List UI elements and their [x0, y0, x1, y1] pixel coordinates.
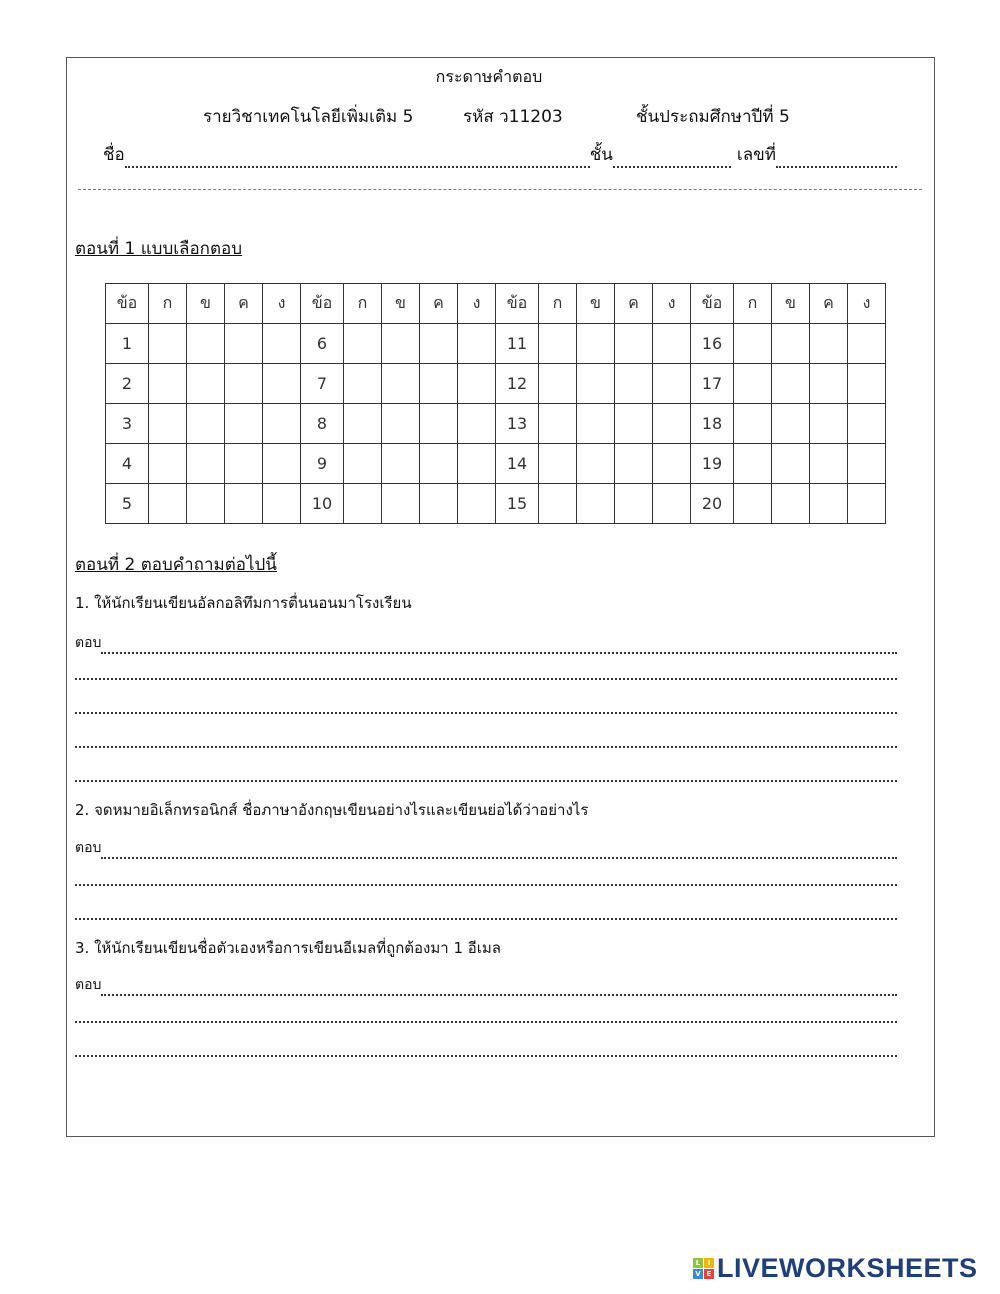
answer-cell[interactable] [810, 484, 848, 524]
answer-cell[interactable] [382, 444, 420, 484]
answer-cell[interactable] [615, 484, 653, 524]
answer-cell[interactable] [458, 364, 496, 404]
answer-cell[interactable] [539, 364, 577, 404]
answer-cell[interactable] [577, 484, 615, 524]
sheet-title: กระดาษคำตอบ [435, 67, 543, 86]
answer-dots[interactable] [75, 906, 897, 920]
header-choice: ง [848, 284, 886, 324]
answer-cell[interactable] [615, 444, 653, 484]
item-number: 16 [691, 324, 734, 364]
answer-cell[interactable] [577, 364, 615, 404]
answer-dots[interactable] [75, 700, 897, 714]
answer-cell[interactable] [772, 404, 810, 444]
grid-row [106, 364, 886, 404]
answer-cell[interactable] [149, 404, 187, 444]
answer-cell[interactable] [734, 404, 772, 444]
answer-cell[interactable] [225, 324, 263, 364]
item-number: 4 [106, 444, 149, 484]
student-info-row [103, 141, 897, 168]
liveworksheets-logo [693, 1253, 978, 1284]
header-choice: ข [187, 284, 225, 324]
answer-cell[interactable] [615, 404, 653, 444]
answer-cell[interactable] [577, 404, 615, 444]
answer-dots[interactable] [101, 982, 897, 996]
answer-cell[interactable] [382, 404, 420, 444]
answer-cell[interactable] [848, 364, 886, 404]
grid-row [106, 484, 886, 524]
item-number: 10 [301, 484, 344, 524]
subject-name: รายวิชาเทคโนโลยีเพิ่มเติม 5 [203, 107, 414, 127]
answer-line[interactable] [75, 632, 897, 654]
answer-cell[interactable] [344, 404, 382, 444]
answer-cell[interactable] [263, 444, 301, 484]
answer-cell[interactable] [810, 364, 848, 404]
answer-line[interactable] [75, 666, 897, 680]
answer-dots[interactable] [101, 845, 897, 859]
item-number: 6 [301, 324, 344, 364]
item-number: 3 [106, 404, 149, 444]
answer-line[interactable] [75, 974, 897, 996]
answer-cell[interactable] [539, 444, 577, 484]
answer-cell[interactable] [653, 324, 691, 364]
answer-cell[interactable] [848, 404, 886, 444]
header-choice: ค [810, 284, 848, 324]
answer-cell[interactable] [225, 364, 263, 404]
grid-row [106, 404, 886, 444]
answer-line[interactable] [75, 1043, 897, 1057]
subject-code: รหัส ว11203 [463, 107, 563, 127]
answer-dots[interactable] [75, 1009, 897, 1023]
answer-line[interactable] [75, 734, 897, 748]
header-item-number: ข้อ [691, 284, 734, 324]
answer-dots[interactable] [75, 872, 897, 886]
answer-cell[interactable] [344, 484, 382, 524]
answer-cell[interactable] [653, 484, 691, 524]
item-number: 19 [691, 444, 734, 484]
answer-cell[interactable] [420, 364, 458, 404]
answer-cell[interactable] [420, 444, 458, 484]
header-choice: ข [577, 284, 615, 324]
answer-cell[interactable] [344, 364, 382, 404]
answer-cell[interactable] [772, 484, 810, 524]
answer-line[interactable] [75, 700, 897, 714]
answer-cell[interactable] [149, 324, 187, 364]
answer-cell[interactable] [382, 484, 420, 524]
answer-cell[interactable] [225, 404, 263, 444]
question-2: 2. จดหมายอิเล็กทรอนิกส์ ชื่อภาษาอังกฤษเขียนอย่างไรและเขียนย่อได้ว่าอย่างไร [75, 801, 589, 819]
answer-cell[interactable] [615, 364, 653, 404]
class-field[interactable] [613, 154, 731, 168]
grid-header-row [106, 284, 886, 324]
answer-cell[interactable] [263, 404, 301, 444]
logo-badge-icon: L I V E [693, 1258, 714, 1279]
part1-title: ตอนที่ 1 แบบเลือกตอบ [75, 239, 243, 259]
answer-cell[interactable] [225, 484, 263, 524]
answer-cell[interactable] [149, 444, 187, 484]
answer-cell[interactable] [734, 444, 772, 484]
answer-cell[interactable] [577, 444, 615, 484]
answer-cell[interactable] [653, 444, 691, 484]
answer-cell[interactable] [263, 324, 301, 364]
answer-cell[interactable] [382, 364, 420, 404]
header-choice: ก [539, 284, 577, 324]
answer-label: ตอบ [75, 977, 102, 993]
item-number: 1 [106, 324, 149, 364]
item-number: 15 [496, 484, 539, 524]
answer-label: ตอบ [75, 840, 102, 856]
name-label: ชื่อ [103, 145, 125, 165]
logo-text: LIVEWORKSHEETS [717, 1253, 978, 1283]
answer-cell[interactable] [149, 484, 187, 524]
answer-cell[interactable] [734, 364, 772, 404]
answer-cell[interactable] [187, 484, 225, 524]
answer-cell[interactable] [458, 404, 496, 444]
answer-cell[interactable] [225, 444, 263, 484]
answer-cell[interactable] [772, 324, 810, 364]
answer-cell[interactable] [187, 364, 225, 404]
header-choice: ง [263, 284, 301, 324]
answer-cell[interactable] [344, 444, 382, 484]
answer-cell[interactable] [344, 324, 382, 364]
header-choice: ค [225, 284, 263, 324]
question-1: 1. ให้นักเรียนเขียนอัลกอลิทึมการตื่นนอนมาโรงเรียน [75, 594, 412, 612]
header-choice: ก [734, 284, 772, 324]
header-choice: ง [653, 284, 691, 324]
answer-line[interactable] [75, 768, 897, 782]
answer-cell[interactable] [263, 484, 301, 524]
answer-cell[interactable] [848, 444, 886, 484]
item-number: 11 [496, 324, 539, 364]
item-number: 5 [106, 484, 149, 524]
answer-cell[interactable] [420, 484, 458, 524]
header-item-number: ข้อ [301, 284, 344, 324]
answer-dots[interactable] [75, 1043, 897, 1057]
answer-line[interactable] [75, 1009, 897, 1023]
item-number: 18 [691, 404, 734, 444]
answer-cell[interactable] [848, 484, 886, 524]
grid-row [106, 444, 886, 484]
part2-title: ตอนที่ 2 ตอบคำถามต่อไปนี้ [75, 555, 277, 575]
class-label: ชั้น [589, 145, 613, 165]
number-field[interactable] [776, 154, 897, 168]
answer-cell[interactable] [810, 404, 848, 444]
item-number: 8 [301, 404, 344, 444]
answer-cell[interactable] [539, 484, 577, 524]
answer-line[interactable] [75, 837, 897, 859]
answer-cell[interactable] [149, 364, 187, 404]
question-3: 3. ให้นักเรียนเขียนชื่อตัวเองหรือการเขียนอีเมลที่ถูกต้องมา 1 อีเมล [75, 939, 501, 957]
item-number: 12 [496, 364, 539, 404]
answer-cell[interactable] [615, 324, 653, 364]
separator-line [78, 189, 922, 190]
answer-cell[interactable] [458, 324, 496, 364]
answer-cell[interactable] [810, 324, 848, 364]
answer-cell[interactable] [187, 404, 225, 444]
answer-cell[interactable] [187, 444, 225, 484]
answer-cell[interactable] [382, 324, 420, 364]
header-choice: ง [458, 284, 496, 324]
header-item-number: ข้อ [106, 284, 149, 324]
answer-line[interactable] [75, 872, 897, 886]
header-choice: ค [420, 284, 458, 324]
answer-cell[interactable] [653, 404, 691, 444]
grade-level: ชั้นประถมศึกษาปีที่ 5 [636, 107, 790, 127]
answer-cell[interactable] [420, 324, 458, 364]
answer-line[interactable] [75, 906, 897, 920]
item-number: 17 [691, 364, 734, 404]
answer-cell[interactable] [187, 324, 225, 364]
answer-dots[interactable] [75, 734, 897, 748]
answer-cell[interactable] [653, 364, 691, 404]
answer-cell[interactable] [734, 484, 772, 524]
answer-cell[interactable] [420, 404, 458, 444]
header-choice: ค [615, 284, 653, 324]
answer-dots[interactable] [75, 768, 897, 782]
answer-cell[interactable] [458, 484, 496, 524]
answer-cell[interactable] [734, 324, 772, 364]
header-item-number: ข้อ [496, 284, 539, 324]
answer-cell[interactable] [772, 444, 810, 484]
answer-cell[interactable] [458, 444, 496, 484]
name-field[interactable] [125, 154, 590, 168]
grid-row [106, 324, 886, 364]
answer-dots[interactable] [75, 666, 897, 680]
number-label: เลขที่ [736, 145, 776, 165]
item-number: 20 [691, 484, 734, 524]
answer-cell[interactable] [772, 364, 810, 404]
item-number: 14 [496, 444, 539, 484]
header-choice: ข [772, 284, 810, 324]
answer-cell[interactable] [848, 324, 886, 364]
item-number: 13 [496, 404, 539, 444]
item-number: 2 [106, 364, 149, 404]
answer-label: ตอบ [75, 635, 102, 651]
answer-cell[interactable] [810, 444, 848, 484]
answer-dots[interactable] [101, 640, 897, 654]
item-number: 7 [301, 364, 344, 404]
header-choice: ก [344, 284, 382, 324]
header-choice: ข [382, 284, 420, 324]
answer-grid [105, 283, 886, 524]
header-choice: ก [149, 284, 187, 324]
answer-cell[interactable] [539, 404, 577, 444]
answer-cell[interactable] [539, 324, 577, 364]
answer-cell[interactable] [577, 324, 615, 364]
item-number: 9 [301, 444, 344, 484]
answer-cell[interactable] [263, 364, 301, 404]
